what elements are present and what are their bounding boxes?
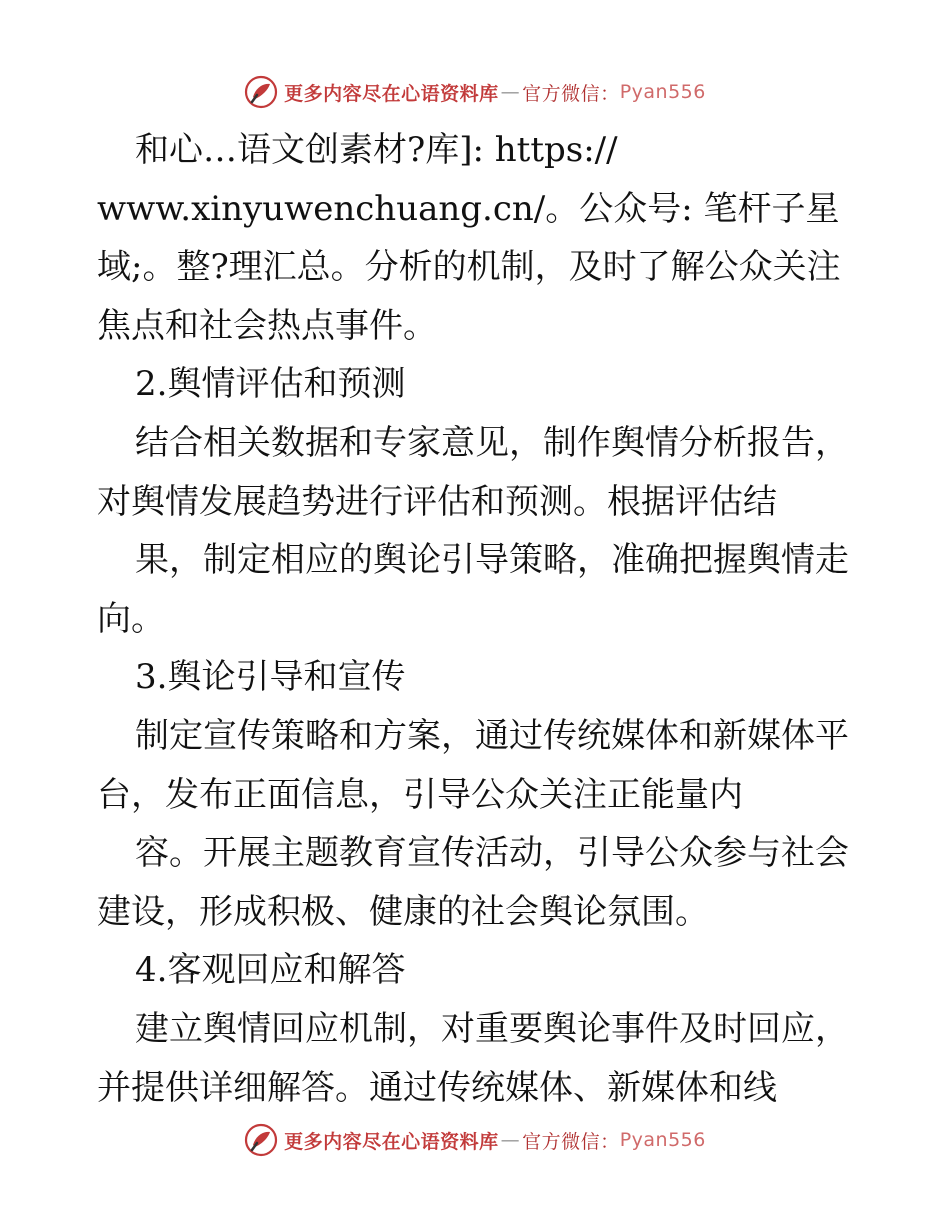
banner-main-text: 更多内容尽在心语资料库 bbox=[284, 1130, 499, 1153]
banner-label: 官方微信： bbox=[522, 1130, 620, 1153]
text-line: 果，制定相应的舆论引导策略，准确把握舆情走 bbox=[135, 540, 849, 581]
section-heading: 2.舆情评估和预测 bbox=[135, 364, 406, 405]
text-line: www.xinyuwenchuang.cn/。公众号: 笔杆子星 bbox=[97, 188, 840, 229]
text-line: 并提供详细解答。通过传统媒体、新媒体和线 bbox=[97, 1067, 777, 1108]
text-line: 向。 bbox=[97, 598, 165, 639]
banner-wechat-id: Pyan556 bbox=[619, 81, 706, 103]
text-line: 域;。整?理汇总。分析的机制，及时了解公众关注 bbox=[97, 247, 841, 288]
document-body bbox=[97, 121, 887, 1117]
banner-main-text: 更多内容尽在心语资料库 bbox=[284, 82, 499, 105]
banner-label: 官方微信： bbox=[522, 82, 620, 105]
text-line: 制定宣传策略和方案，通过传统媒体和新媒体平 bbox=[135, 715, 849, 756]
banner-wechat-id: Pyan556 bbox=[619, 1129, 706, 1151]
section-heading: 3.舆论引导和宣传 bbox=[135, 657, 406, 698]
text-line: 结合相关数据和专家意见，制作舆情分析报告， bbox=[135, 422, 849, 463]
pen-heart-logo-icon bbox=[244, 75, 278, 109]
banner-separator: — bbox=[500, 81, 521, 103]
text-line: 台，发布正面信息，引导公众关注正能量内 bbox=[97, 774, 743, 815]
text-line: 建立舆情回应机制，对重要舆论事件及时回应， bbox=[135, 1008, 849, 1049]
text-line: 建设，形成积极、健康的社会舆论氛围。 bbox=[97, 891, 709, 932]
section-heading: 4.客观回应和解答 bbox=[135, 950, 406, 991]
text-line: 焦点和社会热点事件。 bbox=[97, 305, 437, 346]
banner-separator: — bbox=[500, 1129, 521, 1151]
header-banner bbox=[0, 72, 950, 112]
text-line: 对舆情发展趋势进行评估和预测。根据评估结 bbox=[97, 481, 777, 522]
text-line: 容。开展主题教育宣传活动，引导公众参与社会 bbox=[135, 833, 849, 874]
text-line: 和心…语文创素材?库]: https:// bbox=[135, 130, 618, 170]
footer-banner bbox=[0, 1120, 950, 1160]
pen-heart-logo-icon bbox=[244, 1123, 278, 1157]
